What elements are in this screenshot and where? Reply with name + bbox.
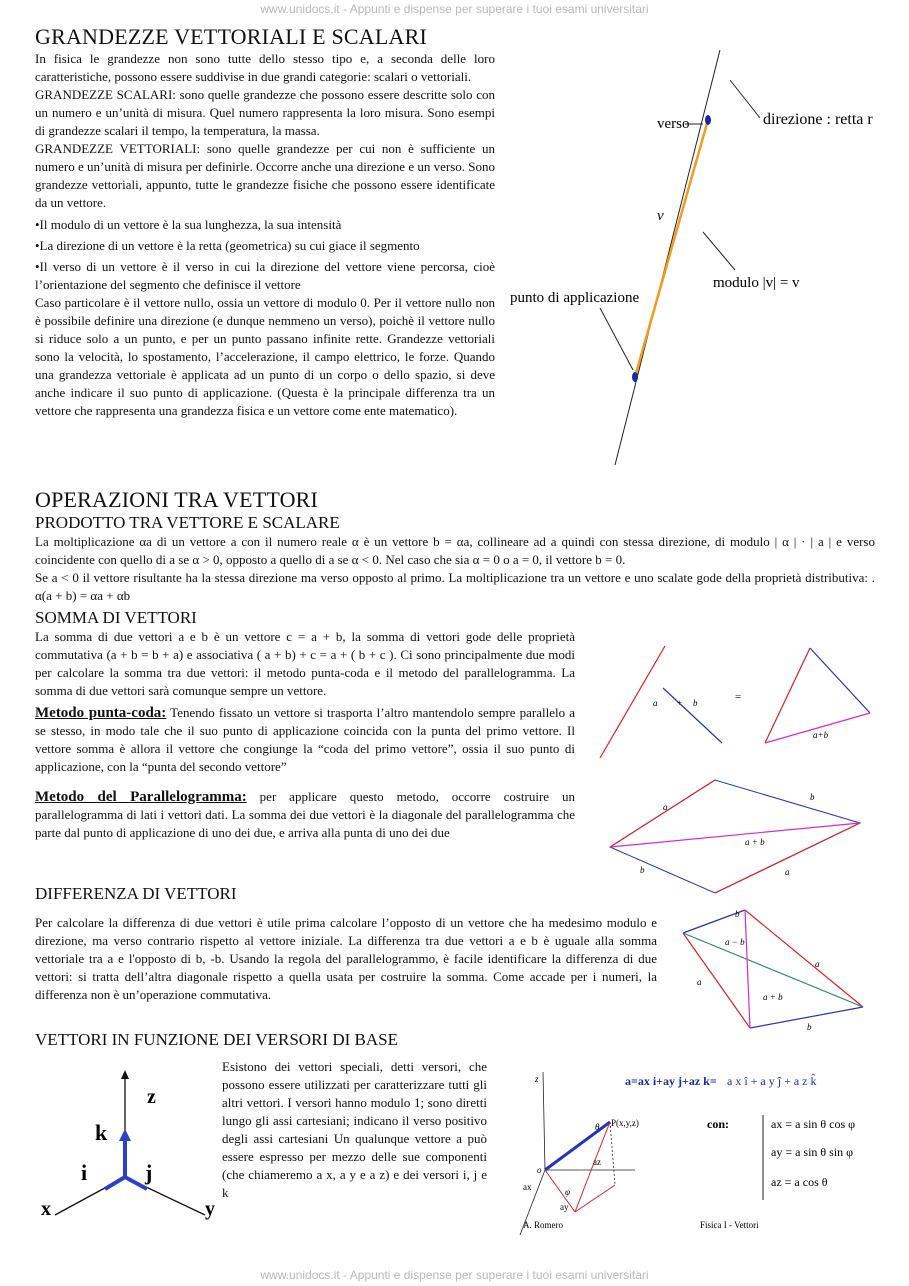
components-figure [515,1060,895,1240]
section-sum [35,608,575,842]
label-a: a [785,867,790,877]
label-punto: punto di applicazione [510,290,640,306]
method-text: Tenendo fissato un vettore si trasporta l’altro mantendolo sempre parallelo a se stesso, in modo tale che il suo punto di applicazione coincida con la punta del primo vettore. Il vettore somma è allora il vettore che congiunge la “coda del primo vettore”, ossia il suo punto di applicazione, con la “punta del secondo vettore” [35,705,575,774]
bullet-modulo: •Il modulo di un vettore è la sua lunghezza, la sua intensità [35,217,342,232]
pointer-line [703,232,735,270]
vector-segment [635,120,708,377]
method-label: Metodo del Parallelogramma: [35,789,247,805]
vector-a [610,780,715,847]
label-origin: o [537,1165,542,1175]
label-con: con: [707,1117,729,1131]
label-sum: a + b [745,837,765,847]
label-ax: ax [523,1182,532,1192]
components-formula-versors: a x î + a y ĵ + a z k̂ [727,1074,817,1088]
arrow-tip [705,115,711,125]
arrow-head [121,1070,129,1079]
label-sum: a+b [813,730,829,740]
label-plus: + [677,698,683,708]
figure-footer: Fisica I - Vettori [700,1220,759,1230]
label-b: b [693,698,698,708]
formula-ax: ax = a sin θ cos φ [771,1117,856,1131]
paragraph: Se a < 0 il vettore risultante ha la stessa direzione ma verso opposto al primo. La moltiplicazione tra un vettore e uno scalate gode della proprietà distributiva: . α(a + b) = αa + αb [35,570,875,603]
paragraph: In fisica le grandezze non sono tutte dello stesso tipo e, a seconda delle loro caratteristiche, possono essere suddivise in due grandi categorie: scalari o vettoriali. [35,51,495,84]
projection [575,1185,615,1212]
vector-sum [610,823,860,847]
bullet-direzione: •La direzione di un vettore è la retta (geometrica) su cui giace il segmento [35,238,420,253]
label-i: i [81,1160,88,1185]
section-title: OPERAZIONI TRA VETTORI [35,487,319,512]
subsection-title: PRODOTTO TRA VETTORE E SCALARE [35,513,340,532]
label-author: A. Romero [523,1220,563,1230]
arrow-head [119,1129,131,1141]
label-ay: ay [560,1202,569,1212]
label-verso: verso [657,116,690,132]
label-j: j [145,1160,153,1185]
label-diff: a − b [725,937,745,947]
pointer-line [600,308,633,370]
label-a: a [663,802,668,812]
label-a: a [697,977,702,987]
watermark-top: www.unidocs.it - Appunti e dispense per superare i tuoi esami universitari [260,2,649,16]
label-x: x [41,1198,51,1220]
guide-line [610,1122,615,1185]
versor-j [125,1177,147,1189]
paragraph: Per calcolare la differenza di due vettori è utile prima calcolare l’opposto di un vettore che ha medesimo modulo e direzione, ma verso contrario rispetto al vettore iniziale. La differenza tra due vettori a e b è uguale alla somma vettoriale tra a e l'opposto di b, -b. Usando la regola del parallelogrammo, è facile identificare la differenza di due vettori: si tratta dell’altra diagonale rispetto a quella usata per costruire la somma. Come accade per i numeri, la differenza non è un’operazione commutativa. [35,915,657,1002]
paragraph: GRANDEZZE VETTORIALI: sono quelle grandezze per cui non è sufficiente un numero e un’unità di misura per definirle. Occorre anche una direzione e un verso. Sono grandezze vettoriali, appunto, tutte le grandezze fisiche che possono essere identificate da un vettore. [35,141,495,210]
vector-anatomy-figure [505,40,895,470]
label-z: z [147,1086,156,1108]
vector-a [765,648,810,743]
vector-a [715,823,860,893]
label-v: v [657,208,664,224]
paragraph: GRANDEZZE SCALARI: sono quelle grandezze che possono essere descritte solo con un numero e un’unità di misura. Quel numero rappresenta la loro misura. Sono esempi di grandezze scalari il tempo, la temperatura, la massa. [35,87,495,138]
vector-b [810,648,870,713]
components-formula: a=ax i+ay j+az k= [625,1074,717,1088]
section-title: GRANDEZZE VETTORIALI E SCALARI [35,24,427,49]
vector-b [663,688,722,743]
label-direzione: direzione : retta r [763,111,873,128]
label-b: b [735,909,740,919]
formula-ay: ay = a sin θ sin φ [771,1145,854,1159]
unit-vectors-axes-figure [35,1065,225,1225]
label-b: b [810,792,815,802]
section-unit-vectors [222,1058,487,1202]
label-k: k [95,1120,108,1145]
label-b: b [640,865,645,875]
subsection-title: SOMMA DI VETTORI [35,608,197,627]
paragraph: La somma di due vettori a e b è un vettore c = a + b, la somma di vettori gode delle proprietà commutativa (a + b = b + a) e associativa ( a + b) + c = a + ( b + c ). Ci sono principalmente due modi per calcolare la somma tra due vettori: il metodo punta-coda e il metodo del parallelogramma. La somma di due vettori sarà comunque sempre un vettore. [35,629,575,698]
vector-sum [745,910,750,1028]
parallelogram-outline [610,780,860,893]
subsection-title: DIFFERENZA DI VETTORI [35,884,237,903]
paragraph: Caso particolare è il vettore nullo, ossia un vettore di modulo 0. Per il vettore nullo non è possibile definire una direzione (e dunque nemmeno un verso), poichè il vettore nullo si riduce solo a un punto, e per un punto passano infinite rette. Grandezze vettoriali sono la velocità, lo spostamento, l’accelerazione, il campo elettrico, le forze. Quando una grandezza vettoriale è applicata ad un punto di un corpo o dello spazio, si deve anche indicare il suo punto di applicazione. (Questa è la principale differenza tra un vettore che rappresenta una grandezza fisica e un vettore come ente matematico). [35,295,495,418]
versor-i [105,1177,125,1189]
paragraph-method-tip-to-tail [35,704,575,776]
label-az: az [593,1157,601,1167]
formula-az: az = a cos θ [771,1175,828,1189]
label-y: y [205,1198,215,1220]
direction-line [615,50,720,465]
method-text: per applicare questo metodo, occorre costruire un parallelogramma di lati i vettori dati. La somma dei due vettori è la diagonale del parallelogramma che parte dal punto di applicazione di uno dei due, e arriva alla punta di uno dei due [35,789,575,840]
paragraph-method-parallelogram [35,788,575,842]
label-modulo: modulo |v| = v [713,275,800,291]
tip-to-tail-figure [595,638,895,768]
label-phi: φ [565,1187,570,1197]
bullet-verso: •Il verso di un vettore è il verso in cui la direzione del vettore viene percorsa, cioè l’orientazione del segmento che definisce il vettore [35,259,495,292]
method-label: Metodo punta-coda: [35,705,167,721]
section-operations [35,487,875,605]
label-sum: a + b [763,992,783,1002]
pointer-line [730,80,760,118]
parallelogram-figure [605,775,895,900]
difference-figure [675,905,900,1035]
label-a: a [815,959,820,969]
application-point [632,372,638,382]
label-b: b [807,1022,812,1032]
label-equals: = [735,691,742,703]
section-scalar-vector [35,24,495,420]
paragraph: La moltiplicazione αa di un vettore a con il numero reale α è un vettore b = αa, collineare ad a quindi con stessa direzione, di modulo | α | · | a | e verso coincidente con quello di a se α > 0, opposto a quello di a se α < 0. Nel caso che sia α = 0 o a = 0, il vettore b = 0. [35,534,875,567]
section-difference [35,884,657,1004]
paragraph: Esistono dei vettori speciali, detti versori, che possono essere utilizzati per caratterizzare tutti gli altri vettori. I versori hanno modulo 1; sono diretti lungo gli assi cartesiani; indicano il verso positivo degli assi cartesiani Un qualunque vettore a può essere espresso per mezzo delle sue componenti (che chiameremo a x, a y e a z) e dei versori i, j e k [222,1059,487,1200]
label-axis-z: z [535,1074,539,1084]
label-theta: θ [595,1122,600,1132]
watermark-bottom: www.unidocs.it - Appunti e dispense per superare i tuoi esami universitari [260,1268,649,1282]
axis [543,1072,545,1170]
label-a: a [653,698,658,708]
subsection-title: VETTORI IN FUNZIONE DEI VERSORI DI BASE [35,1030,398,1049]
label-p: P(x,y,z) [611,1118,639,1128]
